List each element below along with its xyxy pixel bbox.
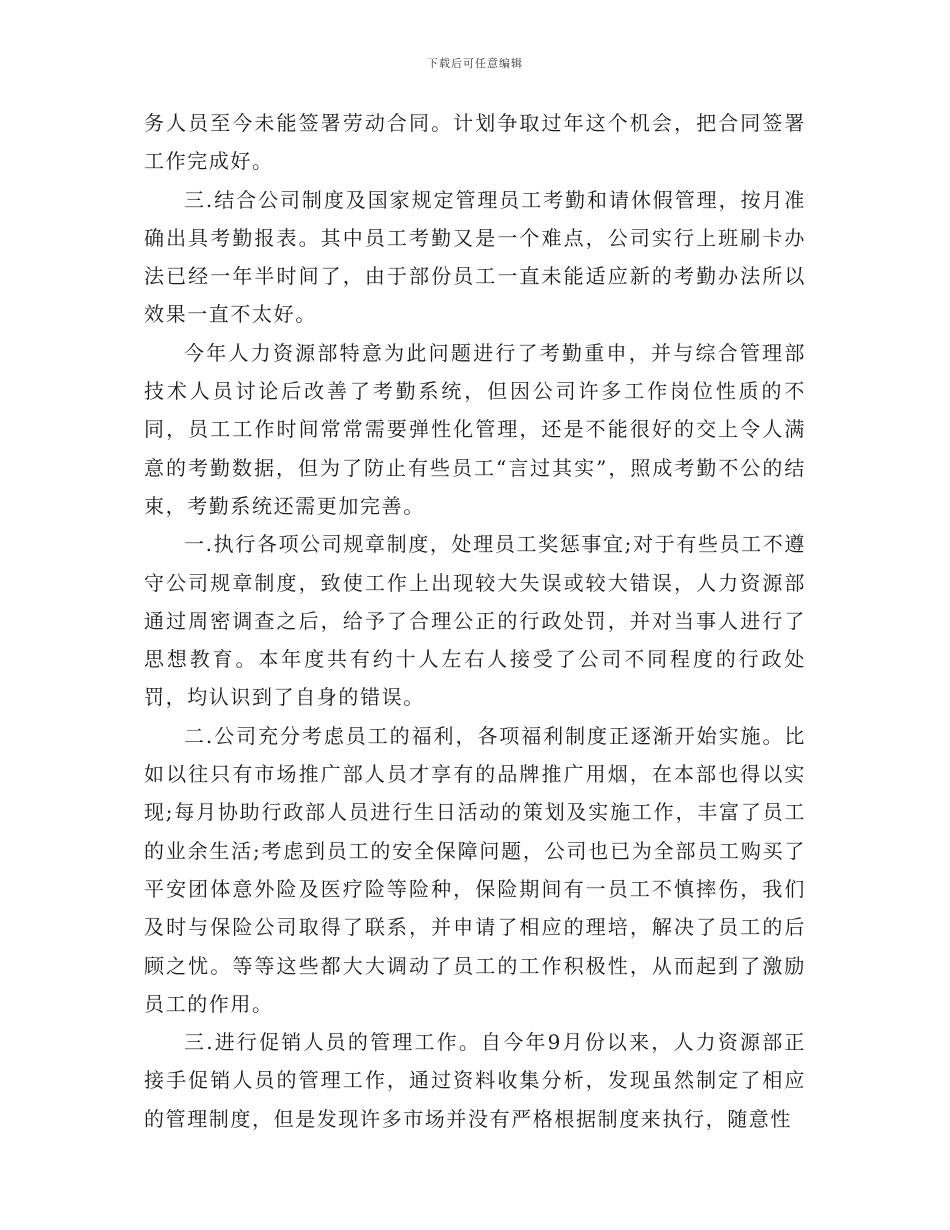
paragraph-welfare: 二.公司充分考虑员工的福利，各项福利制度正逐渐开始实施。比如以往只有市场推广部人员才享有的品牌推广用烟，在本部也得以实现;每月协助行政部人员进行生日活动的策划及实施工作，丰富了员工的业余生活;考虑到员工的安全保障问题，公司也已为全部员工购买了平安团体意外险及医疗险等险种，保险期间有一员工不慎摔伤，我们及时与保险公司取得了联系，并申请了相应的理培，解决了员工的后顾之忧。等等这些都大大调动了员工的工作积极性，从而起到了激励员工的作用。 xyxy=(144,723,806,1016)
paragraph-attendance-system: 今年人力资源部特意为此问题进行了考勤重申，并与综合管理部技术人员讨论后改善了考勤系统，但因公司许多工作岗位性质的不同，员工工作时间常常需要弹性化管理，还是不能很好的交上令人满意的考勤数据，但为了防止有些员工“言过其实”，照成考勤不公的结束，考勤系统还需更加完善。 xyxy=(144,340,806,518)
paragraph-continuation: 务人员至今未能签署劳动合同。计划争取过年这个机会，把合同签署工作完成好。 xyxy=(144,111,806,174)
document-body xyxy=(144,104,806,1138)
paragraph-promoter-management: 三.进行促销人员的管理工作。自今年9月份以来，人力资源部正接手促销人员的管理工作，通过资料收集分析，发现虽然制定了相应的管理制度，但是发现许多市场并没有严格根据制度来执行，随意性 xyxy=(144,1030,806,1131)
paragraph-attendance: 三.结合公司制度及国家规定管理员工考勤和请休假管理，按月准确出具考勤报表。其中员工考勤又是一个难点，公司实行上班刷卡办法已经一年半时间了，由于部份员工一直未能适应新的考勤办法所以效果一直不太好。 xyxy=(144,187,806,327)
page-header: 下载后可任意编辑 xyxy=(427,57,523,70)
paragraph-rules-discipline: 一.执行各项公司规章制度，处理员工奖惩事宜;对于有些员工不遵守公司规章制度，致使工作上出现较大失误或较大错误，人力资源部通过周密调查之后，给予了合理公正的行政处罚，并对当事人进行了思想教育。本年度共有约十人左右人接受了公司不同程度的行政处罚，均认识到了自身的错误。 xyxy=(144,532,806,710)
